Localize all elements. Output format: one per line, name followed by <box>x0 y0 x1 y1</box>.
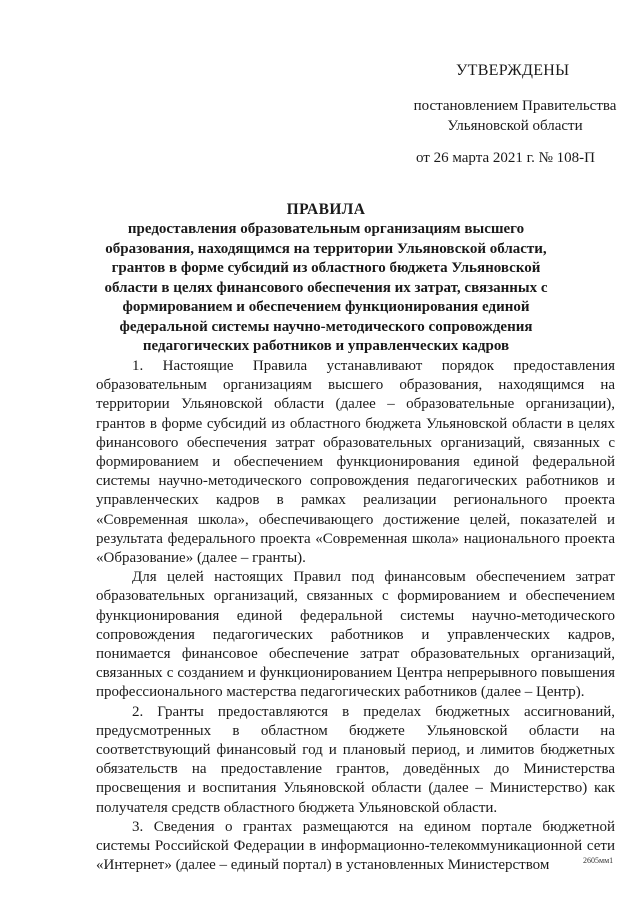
decree-line-2: Ульяновской области <box>447 118 583 134</box>
document-title: ПРАВИЛА <box>286 201 366 218</box>
paragraph-4: 3. Сведения о грантах размещаются на едином портале бюджетной системы Российской Федерации в информационно-телекоммуникационной сети «Интернет» (далее – единый портал) в установленных Министерством <box>96 818 615 874</box>
title-block <box>100 200 552 357</box>
document-body <box>96 357 615 875</box>
paragraph-3: 2. Гранты предоставляются в пределах бюджетных ассигнований, предусмотренных в областном бюджете Ульяновской области на соответствующий финансовый год и плановый период, и лимитов бюджетных обязательств на предоставление грантов, доведённых до Министерства просвещения и воспитания Ульяновской области (далее – Министерство) как получателя средств областного бюджета Ульяновской области. <box>96 703 615 816</box>
paragraph-1: 1. Настоящие Правила устанавливают порядок предоставления образовательным организациям высшего образования, находящимся на территории Ульяновской области (далее – образовательные организации), грантов в форме субсидий из областного бюджета Ульяновской области в целях финансового обеспечения затрат образовательных организаций, связанных с формированием и обеспечением функционирования единой федеральной системы научно-методического сопровождения педагогических работников и управленческих кадров в рамках реализации регионального проекта «Современная школа», обеспечивающего достижение целей, показателей и результата федерального проекта «Современная школа» национального проекта «Образование» (далее – гранты). <box>96 358 615 567</box>
decree-reference <box>390 96 640 136</box>
approval-heading: УТВЕРЖДЕНЫ <box>456 62 570 79</box>
decree-date: от 26 марта 2021 г. № 108-П <box>416 150 595 166</box>
document-subtitle: предоставления образовательным организациям высшего образования, находящимся на территории Ульяновской области, грантов в форме субсидий из областного бюджета Ульяновской области в целях финансового обеспечения их затрат, связанных с формированием и обеспечением функционирования единой федеральной системы научно-методического сопровождения педагогических работников и управленческих кадров <box>104 221 548 354</box>
document-code: 2605мм1 <box>583 856 614 865</box>
decree-line-1: постановлением Правительства <box>413 98 617 114</box>
paragraph-2: Для целей настоящих Правил под финансовым обеспечением затрат образовательных организаций, связанных с формированием и обеспечением функционирования единой федеральной системы научно-методического сопровождения педагогических работников и управленческих кадров, понимается финансовое обеспечение затрат образовательных организаций, связанных с созданием и функционированием Центра непрерывного повышения профессионального мастерства педагогических работников (далее – Центр). <box>96 569 615 701</box>
